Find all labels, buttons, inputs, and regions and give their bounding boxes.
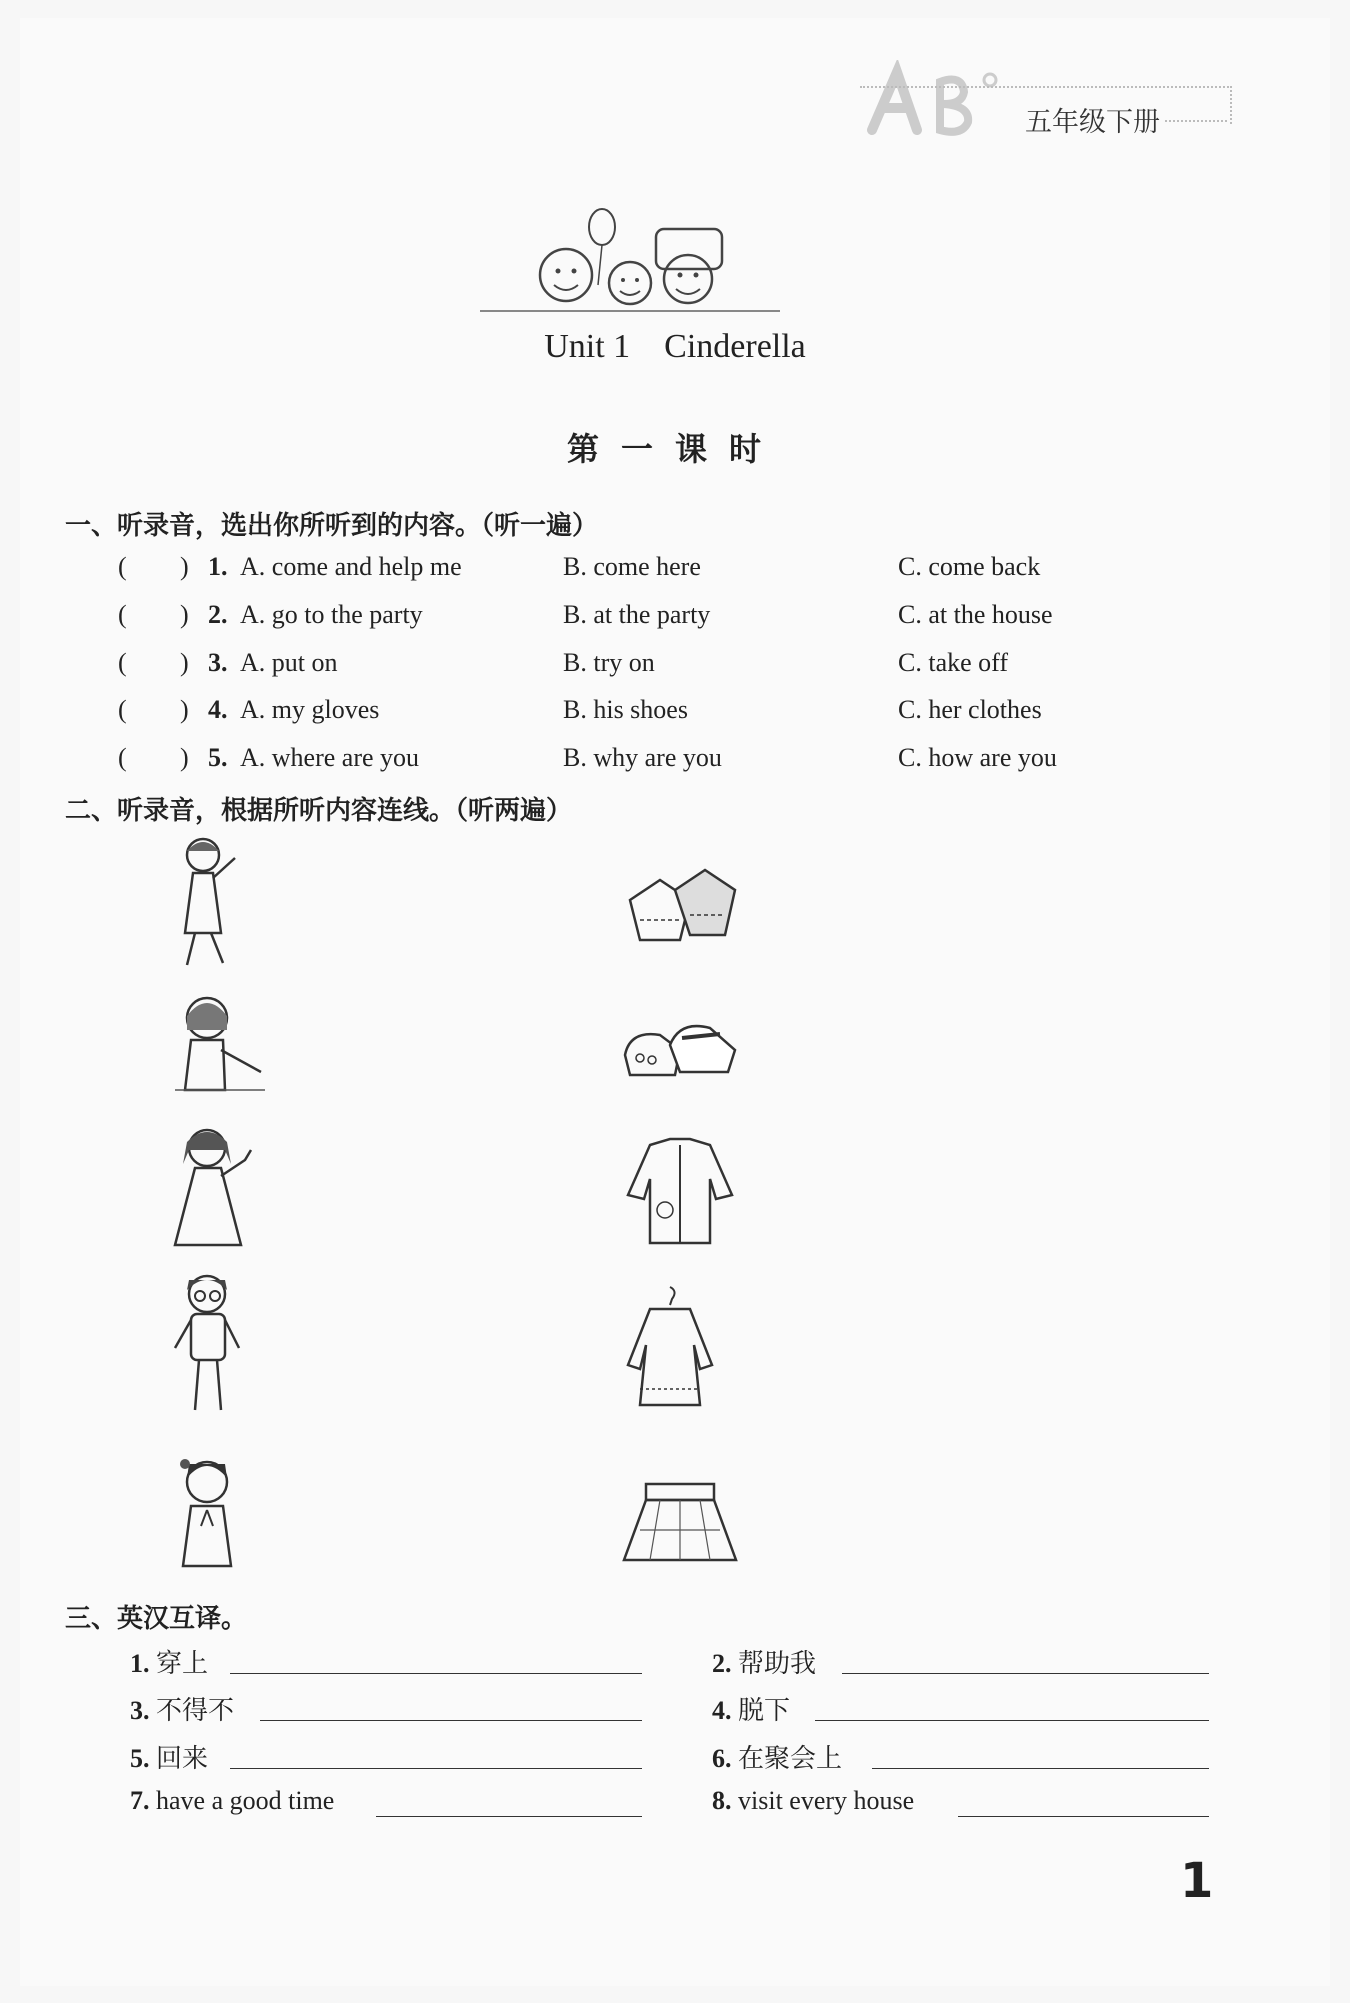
item-text: 帮助我: [738, 1649, 817, 1678]
question-number: 3.: [208, 648, 228, 677]
translation-item: [712, 1786, 914, 1816]
shoes-icon[interactable]: [620, 1010, 740, 1085]
answer-blank[interactable]: [815, 1719, 1209, 1721]
jacket-icon[interactable]: [620, 1135, 740, 1250]
translation-item: [712, 1690, 790, 1727]
answer-paren-open[interactable]: (: [118, 695, 127, 724]
item-number: 7.: [130, 1786, 150, 1815]
option-a: A. my gloves: [240, 695, 380, 724]
item-text: 脱下: [738, 1696, 791, 1725]
header-grade: 五年级下册: [1025, 107, 1160, 138]
item-number: 4.: [712, 1696, 732, 1725]
section1-title: 一、听录音，选出你所听到的内容。（听一遍）: [65, 511, 599, 541]
translation-item: [130, 1690, 234, 1727]
item-text: 回来: [156, 1744, 209, 1773]
option-a: A. come and help me: [240, 552, 462, 581]
answer-blank[interactable]: [958, 1815, 1209, 1817]
answer-paren-close: ): [180, 695, 189, 724]
girl-walking-waving-icon[interactable]: [165, 833, 255, 973]
answer-blank[interactable]: [260, 1719, 642, 1721]
skirt-icon[interactable]: [620, 1480, 740, 1565]
question-row: [118, 648, 1238, 688]
option-a: A. put on: [240, 648, 338, 677]
question-row: [118, 695, 1238, 735]
item-text: have a good time: [156, 1786, 335, 1815]
option-c: C. take off: [898, 648, 1008, 677]
girl-kneeling-icon[interactable]: [165, 990, 275, 1100]
gloves-icon[interactable]: [620, 860, 740, 955]
answer-paren-open[interactable]: (: [118, 552, 127, 581]
option-b: B. his shoes: [563, 695, 688, 724]
header-dotted-line: [1165, 120, 1227, 122]
translation-item: [130, 1738, 208, 1775]
question-number: 1.: [208, 552, 228, 581]
option-a: A. where are you: [240, 743, 420, 772]
option-c: C. how are you: [898, 743, 1057, 772]
translation-item: [712, 1738, 842, 1775]
answer-paren-open[interactable]: (: [118, 648, 127, 677]
item-text: visit every house: [738, 1786, 915, 1815]
answer-paren-open[interactable]: (: [118, 743, 127, 772]
answer-paren-open[interactable]: (: [118, 600, 127, 629]
item-number: 6.: [712, 1744, 732, 1773]
option-b: B. try on: [563, 648, 655, 677]
girl-with-ponytail-icon[interactable]: [165, 1450, 255, 1570]
item-number: 5.: [130, 1744, 150, 1773]
girl-in-dress-icon[interactable]: [165, 1120, 265, 1250]
question-number: 5.: [208, 743, 228, 772]
answer-blank[interactable]: [872, 1767, 1209, 1769]
option-c: C. at the house: [898, 600, 1053, 629]
answer-paren-close: ): [180, 743, 189, 772]
answer-blank[interactable]: [230, 1672, 642, 1674]
item-number: 8.: [712, 1786, 732, 1815]
translation-item: [130, 1786, 334, 1816]
item-text: 穿上: [156, 1649, 209, 1678]
answer-paren-close: ): [180, 600, 189, 629]
option-c: C. come back: [898, 552, 1041, 581]
item-number: 3.: [130, 1696, 150, 1725]
option-a: A. go to the party: [240, 600, 423, 629]
option-c: C. her clothes: [898, 695, 1042, 724]
option-b: B. at the party: [563, 600, 711, 629]
item-number: 1.: [130, 1649, 150, 1678]
item-text: 在聚会上: [738, 1744, 843, 1773]
option-b: B. come here: [563, 552, 701, 581]
question-row: [118, 600, 1238, 640]
question-row: [118, 552, 1238, 592]
section3-title: 三、英汉互译。: [65, 1604, 248, 1634]
answer-blank[interactable]: [230, 1767, 642, 1769]
page-number: 1: [1180, 1853, 1214, 1909]
translation-item: [130, 1643, 208, 1680]
unit-title: Unit 1 Cinderella: [544, 328, 806, 365]
question-number: 2.: [208, 600, 228, 629]
answer-blank[interactable]: [842, 1672, 1209, 1674]
kids-illustration-icon: [470, 205, 790, 315]
answer-blank[interactable]: [376, 1815, 642, 1817]
answer-paren-close: ): [180, 552, 189, 581]
answer-paren-close: ): [180, 648, 189, 677]
item-text: 不得不: [156, 1696, 235, 1725]
item-number: 2.: [712, 1649, 732, 1678]
translation-item: [712, 1643, 816, 1680]
dress-on-hanger-icon[interactable]: [620, 1285, 720, 1425]
question-number: 4.: [208, 695, 228, 724]
section2-title: 二、听录音，根据所听内容连线。（听两遍）: [65, 796, 573, 826]
question-row: [118, 743, 1238, 783]
option-b: B. why are you: [563, 743, 722, 772]
lesson-title: 第一课时: [566, 430, 783, 468]
girl-with-glasses-icon[interactable]: [165, 1268, 255, 1418]
